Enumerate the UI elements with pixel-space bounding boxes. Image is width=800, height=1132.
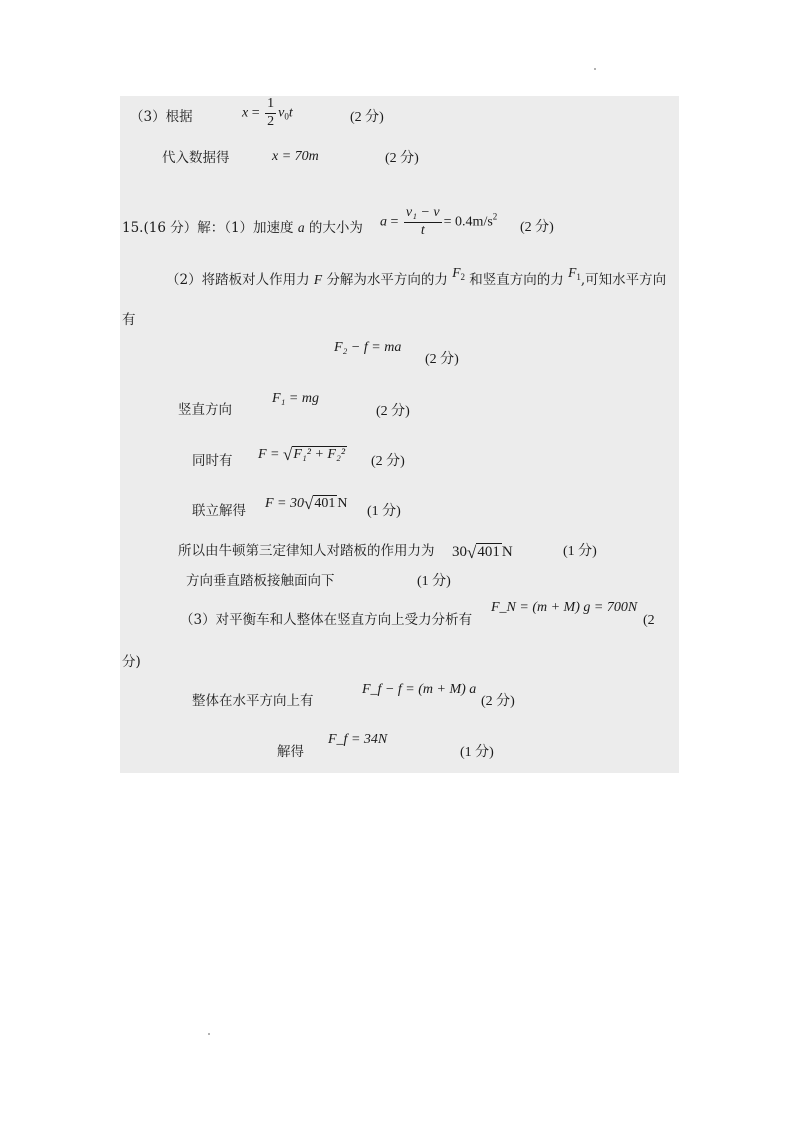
solve-label: 联立解得 [192, 503, 246, 519]
formula-t: t [288, 105, 293, 121]
p2-F2: $F_2$ [452, 265, 465, 282]
q15-header-a: a [297, 220, 305, 235]
eq4-score: (1 分) [367, 504, 401, 519]
newton-text: 所以由牛顿第三定律知人对踏板的作用力为 [178, 543, 435, 559]
eq1-score: (2 分) [425, 352, 459, 367]
formula-x: x [242, 105, 249, 121]
scan-dot-bottom [208, 1033, 210, 1035]
p2-text3: 和竖直方向的力 [469, 272, 564, 288]
acc-score: (2 分) [520, 220, 554, 235]
sqrt-symbol: √ [304, 494, 314, 513]
solution-panel [120, 96, 679, 773]
p2-wrap: 有 [122, 312, 136, 328]
p2-line [166, 265, 667, 289]
eq3-radicand: F₁² + F₂² [293, 447, 346, 462]
final-label: 解得 [277, 744, 304, 760]
frac-den: 2 [267, 113, 275, 129]
eq1-formula: F₂ − f = ma [334, 340, 402, 355]
eq2-formula: F₁ = mg [272, 391, 319, 406]
part3-result: x = 70m [272, 149, 319, 164]
part3-formula: x = $\frac{1}{2}$ $v_0t$ [242, 96, 293, 129]
formula-v-sub: 0 [284, 111, 289, 122]
eq2-score: (2 分) [376, 404, 410, 419]
newton-unit: N [501, 544, 513, 560]
newton-score: (1 分) [563, 544, 597, 559]
eq4-lhs: F = 30 [265, 496, 304, 511]
eq5-formula: F_N = (m + M) g = 700N [491, 600, 638, 615]
sqrt-symbol: √ [283, 445, 293, 464]
p2-text2: 分解为水平方向的力 [326, 272, 448, 288]
p3-text: （3）对平衡车和人整体在竖直方向上受力分析有 [180, 612, 473, 628]
eq3-lhs: F = [258, 447, 280, 462]
eq5-score-a: (2 [643, 613, 655, 628]
frac-num: 1 [265, 97, 276, 114]
acc-den: t [420, 222, 425, 238]
part3-result-score: (2 分) [385, 151, 419, 166]
acc-a: a [380, 214, 387, 230]
p2-text1: （2）将踏板对人作用力 [166, 272, 310, 288]
acceleration-formula: a = $\frac{\text{v₁ − v}}{t}$ = $0.4m/s^2$ [380, 205, 498, 238]
part3-sub-label: 代入数据得 [162, 150, 230, 166]
fraction-half [265, 97, 276, 129]
acc-result-sup: 2 [492, 211, 498, 222]
direction-text: 方向垂直踏板接触面向下 [186, 573, 335, 589]
eq7-formula: F_f = 34N [328, 732, 388, 747]
eq4-radicand: 401 [314, 496, 336, 511]
acc-result: = 0.4m/s [443, 214, 493, 230]
q15-header [122, 221, 363, 236]
direction-score: (1 分) [417, 574, 451, 589]
sqrt-symbol: √ [467, 543, 477, 562]
p2-F1: $F_1$ [568, 265, 581, 282]
eq3-score: (2 分) [371, 454, 405, 469]
eq4-unit: N [337, 496, 348, 511]
q15-header-tail: 的大小为 [308, 220, 363, 236]
scan-dot-top [594, 68, 596, 70]
vert-label: 竖直方向 [178, 402, 232, 418]
newton-val: 30 [452, 544, 467, 560]
eq5-score-b: 分) [122, 654, 141, 670]
formula-v: v [278, 105, 285, 121]
part3-score: (2 分) [350, 110, 384, 125]
part3-label: （3）根据 [130, 109, 193, 125]
eq6-score: (2 分) [481, 694, 515, 709]
eq7-score: (1 分) [460, 745, 494, 760]
acc-fraction [404, 206, 442, 238]
q15-header-text: 15.(16 分）解：（1）加速度 [122, 220, 294, 236]
horiz-label: 整体在水平方向上有 [192, 693, 314, 709]
acc-num: v₁ − v [404, 206, 442, 223]
p2-text4: ,可知水平方向 [580, 272, 667, 288]
eq3-formula [258, 446, 347, 463]
eq4-formula [265, 495, 347, 512]
simul-label: 同时有 [192, 453, 233, 469]
newton-radicand: 401 [477, 544, 500, 560]
newton-value [452, 543, 513, 561]
eq6-formula: F_f − f = (m + M) a [362, 682, 477, 697]
p2-F: F [313, 272, 323, 287]
